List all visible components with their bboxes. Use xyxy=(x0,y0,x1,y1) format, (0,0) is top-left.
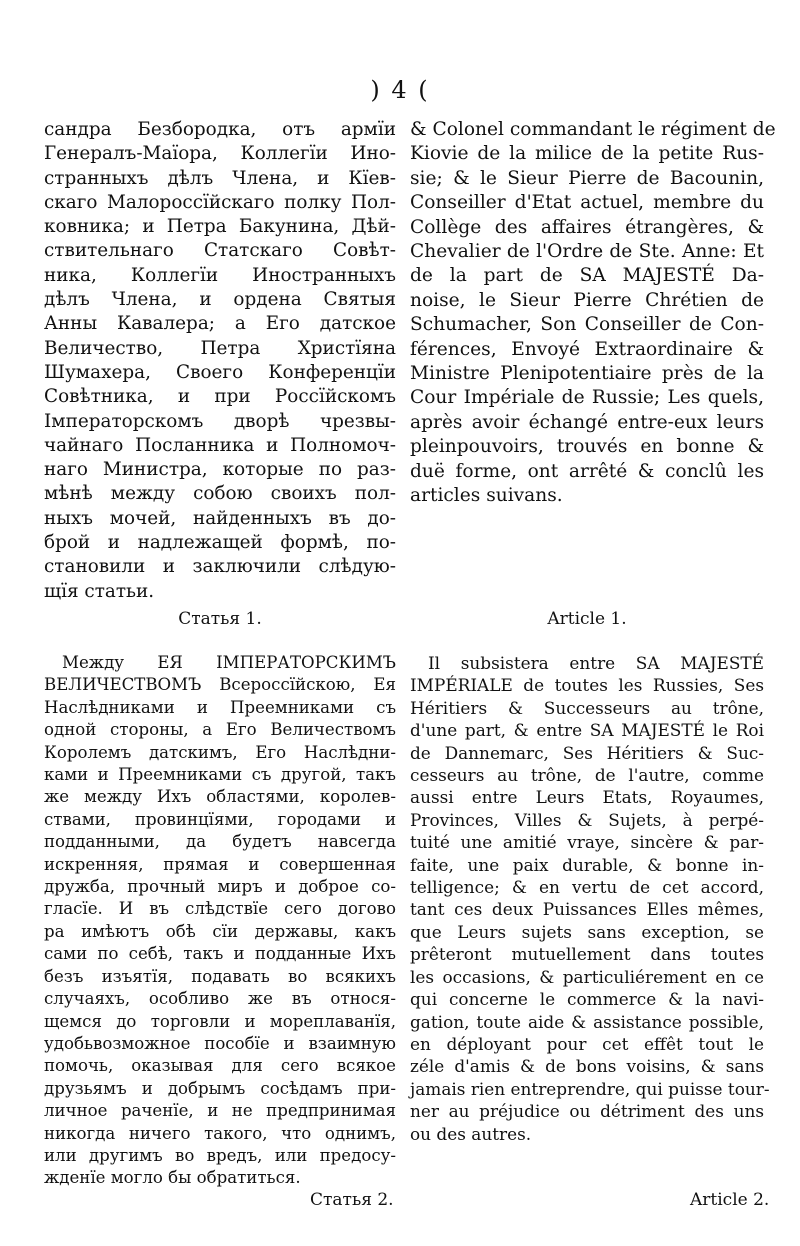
text-line: Conseiller d'Etat actuel, membre du xyxy=(410,192,764,214)
text-line: удобьвозможное пособїе и взаимную xyxy=(44,1033,396,1053)
text-line: les occasions, & particuliérement en ce xyxy=(410,966,764,987)
text-line: ou des autres. xyxy=(410,1123,532,1144)
text-line: становили и заключили слѣдую- xyxy=(44,556,396,578)
text-line: Collège des affaires étrangères, & xyxy=(410,216,764,238)
text-line: Ministre Plenipotentiaire près de la xyxy=(410,363,764,385)
text-line: наго Министра, которые по раз- xyxy=(44,459,396,481)
text-line: pleinpouvoirs, trouvés en bonne & xyxy=(410,436,764,458)
text-line: случаяхъ, особливо же въ относя- xyxy=(44,989,396,1009)
russian-intro-paragraph xyxy=(44,118,396,604)
text-line: Величество, Петра Христїяна xyxy=(44,337,396,359)
text-line: zéle d'amis & de bons voisins, & sans xyxy=(410,1056,764,1077)
text-line: IMPÉRIALE de toutes les Russies, Ses xyxy=(410,675,764,696)
text-line: щїя статьи. xyxy=(44,580,155,602)
text-line: подданными, да будетъ навсегда xyxy=(44,832,396,852)
text-line: ника, Коллегїи Иностранныхъ xyxy=(44,264,396,286)
french-article-1-text xyxy=(410,652,770,1145)
text-line: articles suivans. xyxy=(410,485,563,507)
text-line: Анны Кавалера; а Его датское xyxy=(44,313,396,335)
text-line: друзьямъ и добрымъ сосѣдамъ при- xyxy=(44,1078,396,1098)
text-line: Héritiers & Successeurs au trône, xyxy=(410,697,764,718)
text-line: duë forme, ont arrêté & conclû les xyxy=(410,460,764,482)
text-line: férences, Envoyé Extraordinaire & xyxy=(410,338,764,360)
text-line: Шумахера, Своего Конференцїи xyxy=(44,361,396,383)
text-line: Наслѣдниками и Преемниками съ xyxy=(44,697,396,717)
text-line: никогда ничего такого, что однимъ, xyxy=(44,1123,396,1143)
text-line: мѣнѣ между собою своихъ пол- xyxy=(44,483,396,505)
text-line: брой и надлежащей формѣ, по- xyxy=(44,532,396,554)
text-line: & Colonel commandant le régiment de xyxy=(410,119,776,140)
text-line: jamais rien entreprendre, qui puisse tour- xyxy=(410,1078,770,1099)
text-line: prêteront mutuellement dans toutes xyxy=(410,944,764,965)
text-line: de la part de SA MAJESTÉ Da- xyxy=(410,265,764,287)
text-line: гласїе. И въ слѣдствїе сего догово xyxy=(44,899,396,919)
text-line: telligence; & en vertu de cet accord, xyxy=(410,877,764,898)
text-line: дружба, прочный миръ и доброе со- xyxy=(44,877,396,897)
text-line: noise, le Sieur Pierre Chrétien de xyxy=(410,289,764,311)
text-line: жденїе могло бы обратиться. xyxy=(44,1168,301,1188)
russian-catchword: Статья 2. xyxy=(310,1190,394,1210)
text-line: Cour Impériale de Russie; Les quels, xyxy=(410,387,764,409)
text-line: d'une part, & entre SA MAJESTÉ le Roi xyxy=(410,720,764,741)
text-line: ковника; и Петра Бакунина, Дѣй- xyxy=(44,216,396,238)
text-line: Совѣтника, и при Россїйскомъ xyxy=(44,386,396,408)
french-catchword: Article 2. xyxy=(690,1190,770,1210)
text-line: щемся до торговли и мореплаванїя, xyxy=(44,1011,396,1031)
text-line: ner au préjudice ou détriment des uns xyxy=(410,1101,764,1122)
text-line: Iмператорскомъ дворѣ чрезвы- xyxy=(44,410,396,432)
text-line: cesseurs au trône, de l'autre, comme xyxy=(410,765,764,786)
text-line: чайнаго Посланника и Полномоч- xyxy=(44,434,396,456)
text-line: безъ изъятїя, подавать во всякихъ xyxy=(44,966,396,986)
text-line: ра имѣютъ обѣ сїи державы, какъ xyxy=(44,921,396,941)
text-line: Provinces, Villes & Sujets, à perpé- xyxy=(410,809,764,830)
text-line: ВЕЛИЧЕСТВОМЪ Всероссїйскою, Ея xyxy=(44,675,396,695)
text-line: tuité une amitié vraye, sincère & par- xyxy=(410,832,764,853)
russian-article-1-text xyxy=(44,652,396,1190)
text-line: дѣлъ Члена, и ордена Святыя xyxy=(44,289,396,311)
text-line: Il subsistera entre SA MAJESTÉ xyxy=(428,653,764,673)
text-line: же между Ихъ областями, королев- xyxy=(44,787,396,807)
text-line: après avoir échangé entre-eux leurs xyxy=(410,411,764,433)
text-line: ками и Преемниками съ другой, такъ xyxy=(44,765,396,785)
french-intro-paragraph xyxy=(410,118,776,509)
text-line: одной стороны, а Его Величествомъ xyxy=(44,720,396,740)
text-line: или другимъ во вредъ, или предосу- xyxy=(44,1145,396,1165)
text-line: que Leurs sujets sans exception, se xyxy=(410,921,764,942)
text-line: сандра Безбородка, отъ армїи xyxy=(44,119,396,140)
text-line: tant ces deux Puissances Elles mêmes, xyxy=(410,899,764,920)
text-line: qui concerne le commerce & la navi- xyxy=(410,989,764,1010)
french-article-1-heading: Article 1. xyxy=(547,609,627,629)
text-line: Kiovie de la milice de la petite Rus- xyxy=(410,143,764,165)
text-line: Королемъ датскимъ, Его Наслѣдни- xyxy=(44,742,396,762)
text-line: aussi entre Leurs Etats, Royaumes, xyxy=(410,787,764,808)
text-line: сами по себѣ, такъ и подданные Ихъ xyxy=(44,944,396,964)
text-line: искренняя, прямая и совершенная xyxy=(44,854,396,874)
text-line: sie; & le Sieur Pierre de Bacounin, xyxy=(410,167,764,189)
text-line: en déployant pour cet effêt tout le xyxy=(410,1033,764,1054)
text-line: ствами, провинцїями, городами и xyxy=(44,809,396,829)
text-line: de Dannemarc, Ses Héritiers & Suc- xyxy=(410,742,764,763)
text-line: помочь, оказывая для сего всякое xyxy=(44,1056,396,1076)
text-line: ствительнаго Статскаго Совѣт- xyxy=(44,240,396,262)
text-line: ныхъ мочей, найденныхъ въ до- xyxy=(44,507,396,529)
text-line: Schumacher, Son Conseiller de Con- xyxy=(410,314,764,336)
text-line: странныхъ дѣлъ Члена, и Кїев- xyxy=(44,167,396,189)
text-line: gation, toute aide & assistance possible, xyxy=(410,1011,764,1032)
text-line: Между ЕЯ IМПЕРАТОРСКИМЪ xyxy=(62,653,396,672)
russian-article-1-heading: Статья 1. xyxy=(178,609,262,629)
text-line: Chevalier de l'Ordre de Ste. Anne: Et xyxy=(410,241,764,263)
text-line: скаго Малороссїйскаго полку Пол- xyxy=(44,191,396,213)
text-line: faite, une paix durable, & bonne in- xyxy=(410,854,764,875)
page-number: ) 4 ( xyxy=(370,76,430,104)
text-line: Генералъ-Маїора, Коллегїи Ино- xyxy=(44,143,396,165)
text-line: личное раченїе, и не предпринимая xyxy=(44,1101,396,1121)
